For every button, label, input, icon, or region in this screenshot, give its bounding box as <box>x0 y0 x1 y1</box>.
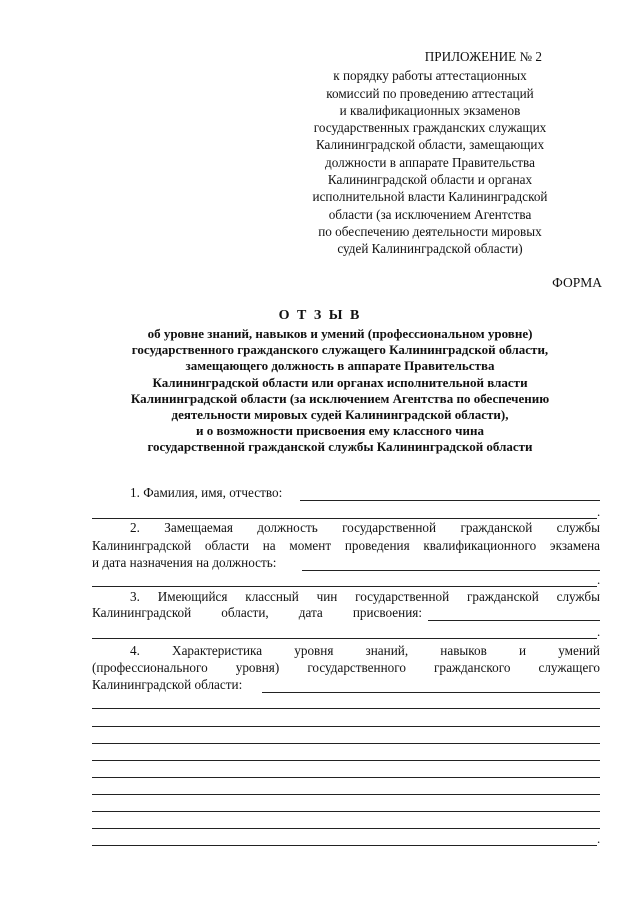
appendix-line: по обеспечению деятельности мировых <box>318 223 542 239</box>
form-label: ФОРМА <box>552 275 602 290</box>
field-1-label: 1. Фамилия, имя, отчество: <box>130 485 283 500</box>
field-4-label: (профессионального уровня) государственного гражданского служащего <box>92 660 600 675</box>
field-2-input-line[interactable] <box>92 586 597 587</box>
field-4-input-line[interactable] <box>92 708 600 709</box>
line-end-period: . <box>597 504 601 519</box>
appendix-line: Калининградской области и органах <box>327 172 533 188</box>
field-4-input-line[interactable] <box>92 777 600 778</box>
field-3-label: 3. Имеющийся классный чин государственной гражданской службы <box>130 589 600 604</box>
appendix-line: судей Калининградской области) <box>337 241 523 257</box>
field-4-input-line[interactable] <box>92 760 600 761</box>
appendix-line: государственных гражданских служащих <box>313 120 547 136</box>
field-2-label: Калининградской области на момент проведения квалификационного экзамена <box>92 538 600 553</box>
field-4-input-line[interactable] <box>92 845 597 846</box>
appendix-line: и квалификационных экзаменов <box>339 102 521 118</box>
line-end-period: . <box>597 624 601 639</box>
line-end-period: . <box>597 572 601 587</box>
field-2-label: 2. Замещаемая должность государственной гражданской службы <box>130 520 600 535</box>
appendix-line: Калининградской области, замещающих <box>315 137 545 153</box>
field-4-label: Калининградской области: <box>92 677 243 692</box>
field-4-input-line[interactable] <box>92 794 600 795</box>
field-4-input-line[interactable] <box>92 811 600 812</box>
subtitle-line: государственной гражданской службы Калининградской области <box>147 439 533 455</box>
field-4-input-line[interactable] <box>92 828 600 829</box>
field-3-input-line[interactable] <box>428 620 600 621</box>
appendix-title: ПРИЛОЖЕНИЕ № 2 <box>424 49 542 64</box>
field-3-input-line[interactable] <box>92 638 597 639</box>
field-4-input-line[interactable] <box>262 692 600 693</box>
subtitle-line: Калининградской области (за исключением Агентства по обеспечению <box>130 390 550 406</box>
subtitle-line: замещающего должность в аппарате Правительства <box>185 358 495 374</box>
field-3-label: Калининградской области, дата присвоения: <box>92 605 422 620</box>
subtitle-line: и о возможности присвоения ему классного чина <box>196 423 484 439</box>
subtitle-line: деятельности мировых судей Калининградской области), <box>171 407 509 423</box>
field-4-label: 4. Характеристика уровня знаний, навыков и умений <box>130 643 600 658</box>
field-4-input-line[interactable] <box>92 726 600 727</box>
document-subtitle <box>70 326 610 456</box>
appendix-line: комиссий по проведению аттестаций <box>326 85 534 101</box>
appendix-block <box>280 48 580 258</box>
field-4-input-line[interactable] <box>92 743 600 744</box>
subtitle-line: государственного гражданского служащего Калининградской области, <box>131 342 549 358</box>
subtitle-line: об уровне знаний, навыков и умений (профессиональном уровне) <box>147 326 533 341</box>
field-2-label: и дата назначения на должность: <box>92 555 277 570</box>
appendix-line: области (за исключением Агентства <box>328 206 532 222</box>
appendix-line: должности в аппарате Правительства <box>325 154 535 170</box>
field-2-input-line[interactable] <box>302 570 600 571</box>
document-title: О Т З Ы В <box>278 308 362 323</box>
appendix-line: исполнительной власти Калининградской <box>312 189 548 205</box>
subtitle-line: Калининградской области или органах исполнительной власти <box>152 374 528 390</box>
appendix-line: к порядку работы аттестационных <box>333 68 527 84</box>
field-1-input-line[interactable] <box>300 500 600 501</box>
line-end-period: . <box>597 831 601 846</box>
